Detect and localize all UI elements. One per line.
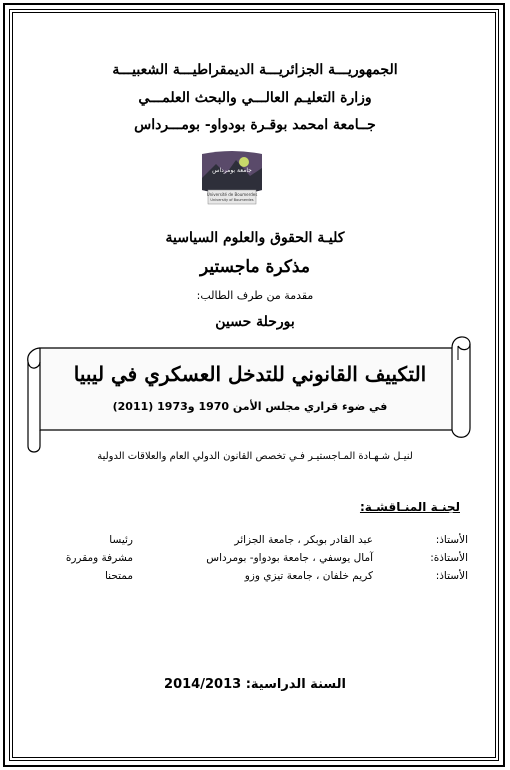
academic-year: السنة الدراسية: 2014/2013 [164,677,346,692]
faculty-name: كليـة الحقوق والعلوم السياسية [165,230,345,246]
committee-member-row [40,534,468,552]
member-name: كريم خلفان ، جامعة تيزي وزو [244,570,373,582]
member-title: الأستاذ: [435,534,468,546]
member-title: الأستاذ: [435,570,468,582]
student-name: بورحلة حسين [215,314,295,330]
committee-member-row [40,570,468,588]
submitted-by-label: مقدمة من طرف الطالب: [196,289,314,302]
ministry-heading: وزارة التعليـم العالـــي والبحث العلمـــي [138,90,372,106]
committee-member-row [40,552,468,570]
logo-text-en-2: University of Boumerdes [210,198,254,202]
member-role: ممتحنا [104,570,133,582]
university-heading: جــامعة امحمد بوقـرة بودواو- بومـــرداس [134,117,376,133]
member-name: آمال يوسفي ، جامعة بودواو- بومرداس [206,552,373,564]
committee-title: لجنـة المنـاقشـة: [359,500,460,514]
member-title: الأستاذة: [430,552,468,564]
member-name: عبد القادر بوبكر ، جامعة الجزائر [234,534,373,546]
thesis-type: مذكرة ماجستير [200,257,310,277]
degree-line: لنيـل شـهـادة المـاجستيـر فـي تخصص القانون الدولي العام والعلاقات الدولية [97,451,413,462]
thesis-subtitle: في ضوء قراري مجلس الأمن 1970 و1973 (2011) [112,400,388,413]
thesis-title: التكييف القانوني للتدخل العسكري في ليبيا [73,362,427,386]
university-logo [198,150,266,212]
title-scroll-banner [22,328,472,458]
logo-text-en-1: Université de Boumerdes [206,192,258,197]
member-role: رئيسا [109,534,133,546]
logo-text-ar: جامعة بومرداس [212,167,252,174]
republic-heading: الجمهوريـــة الجزائريـــة الديمقراطيـــة الشعبيـــة [112,62,398,78]
member-role: مشرفة ومقررة [65,552,133,564]
